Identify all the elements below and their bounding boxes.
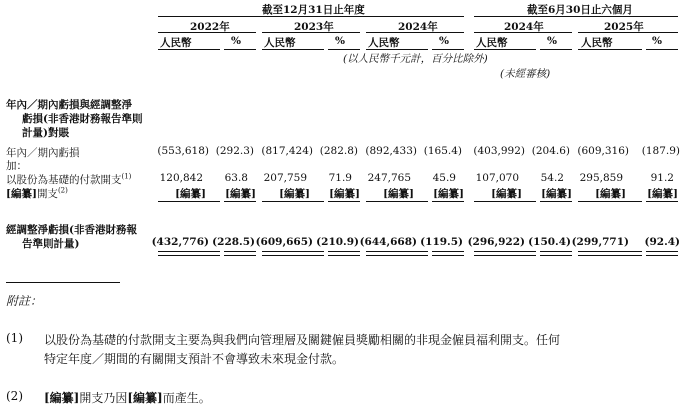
subhead-rule (578, 49, 642, 50)
currency-header: 人民幣 (160, 37, 192, 49)
table-cell: 247,765 (367, 172, 411, 184)
total-double-rule (366, 251, 428, 256)
currency-header: 人民幣 (476, 37, 508, 49)
total-label: 經調整淨虧損(非香港財務報 (6, 224, 137, 236)
table-cell: (299,771) (571, 236, 629, 248)
subhead-rule (646, 49, 678, 50)
unit-note: (以人民幣千元計，百分比除外) (343, 53, 488, 65)
total-double-rule (432, 251, 464, 256)
note-2-text: [編纂]開支乃因[編纂]而產生。 (44, 391, 211, 405)
table-cell: (644,668) (359, 236, 417, 248)
subhead-rule (158, 49, 220, 50)
table-cell: (228.5) (212, 236, 255, 248)
section-title: 計量)對賬 (22, 127, 69, 139)
table-cell: (282.8) (319, 145, 358, 157)
subhead-rule (328, 49, 360, 50)
total-double-rule (158, 251, 220, 256)
unaudited-note: (未經審核) (500, 68, 551, 80)
table-cell: (892,433) (365, 145, 417, 157)
currency-header: 人民幣 (581, 37, 613, 49)
header-group-fiscal-year: 截至12月31日止年度 (262, 4, 365, 16)
note-1-text: 以股份為基礎的付款開支主要為與我們向管理層及關鍵僱員獎勵相關的非現金僱員福利開支。任何 (44, 333, 561, 347)
year-2023: 2023年 (294, 21, 334, 33)
notes-heading: 附註： (6, 294, 43, 308)
table-cell: 54.2 (540, 172, 564, 184)
table-cell: [編纂] (175, 188, 206, 200)
note-2-number: (2) (6, 389, 23, 403)
subhead-rule (432, 49, 464, 50)
year-rule-2024-h1 (474, 32, 572, 33)
table-cell: (92.4) (644, 236, 680, 248)
subhead-rule (224, 49, 256, 50)
table-cell: (292.3) (215, 145, 254, 157)
total-double-rule (578, 251, 642, 256)
total-double-rule (540, 251, 572, 256)
table-cell: (210.9) (316, 236, 359, 248)
table-cell: (403,992) (473, 145, 525, 157)
table-cell: (609,316) (577, 145, 629, 157)
table-cell: (119.5) (420, 236, 463, 248)
year-2024: 2024年 (398, 21, 438, 33)
table-cell: [編纂] (279, 188, 310, 200)
header-group-half-year: 截至6月30日止六個月 (527, 4, 633, 16)
currency-header: 人民幣 (264, 37, 296, 49)
table-cell: [編纂] (383, 188, 414, 200)
table-cell: [編纂] (225, 188, 256, 200)
subtotal-rule (262, 201, 324, 202)
total-double-rule (474, 251, 536, 256)
percent-header: % (335, 35, 345, 47)
table-cell: 120,842 (159, 172, 203, 184)
table-cell: 91.2 (650, 172, 674, 184)
table-cell: (204.6) (531, 145, 570, 157)
table-cell: [編纂] (491, 188, 522, 200)
subtotal-rule (540, 201, 572, 202)
section-title: 年內／期內虧損與經調整淨 (6, 99, 132, 111)
footnote-separator (6, 282, 120, 283)
row-label-redacted-expense: [編纂]開支$^{(2)}$ (6, 186, 68, 200)
section-title: 虧損(非香港財務報告準則 (22, 113, 143, 125)
year-2025-h1: 2025年 (604, 21, 644, 33)
total-double-rule (328, 251, 360, 256)
note-1-text: 特定年度／期間的有關開支預計不會導致未來現金付款。 (44, 352, 345, 366)
row-label-share-based-payment: 以股份為基礎的付款開支$^{(1)}$ (6, 172, 132, 186)
table-cell: (187.9) (641, 145, 680, 157)
year-rule-2023 (262, 32, 360, 33)
subtotal-rule (646, 201, 678, 202)
subtotal-rule (328, 201, 360, 202)
table-cell: (150.4) (528, 236, 571, 248)
currency-header: 人民幣 (368, 37, 400, 49)
total-double-rule (646, 251, 678, 256)
table-cell: (432,776) (151, 236, 209, 248)
subtotal-rule (224, 201, 256, 202)
table-cell: (609,665) (255, 236, 313, 248)
subtotal-rule (366, 201, 428, 202)
table-cell: (296,922) (467, 236, 525, 248)
table-cell: (817,424) (261, 145, 313, 157)
year-rule-2025-h1 (578, 32, 678, 33)
subtotal-rule (158, 201, 220, 202)
table-cell: 63.8 (224, 172, 248, 184)
year-2022: 2022年 (190, 21, 230, 33)
subhead-rule (366, 49, 428, 50)
row-label-add: 加： (6, 160, 27, 172)
percent-header: % (547, 35, 557, 47)
percent-header: % (231, 35, 241, 47)
subtotal-rule (474, 201, 536, 202)
table-cell: 71.9 (328, 172, 352, 184)
year-2024-h1: 2024年 (504, 21, 544, 33)
table-cell: [編纂] (541, 188, 572, 200)
total-label: 告準則計量) (22, 238, 80, 250)
header-group-rule-hy (474, 16, 678, 17)
table-cell: [編纂] (595, 188, 626, 200)
total-double-rule (224, 251, 256, 256)
percent-header: % (652, 35, 662, 47)
table-cell: 107,070 (475, 172, 519, 184)
table-cell: [編纂] (647, 188, 678, 200)
percent-header: % (439, 35, 449, 47)
subhead-rule (262, 49, 324, 50)
table-cell: 295,859 (579, 172, 623, 184)
subhead-rule (474, 49, 536, 50)
note-1-number: (1) (6, 331, 23, 345)
subtotal-rule (432, 201, 464, 202)
table-cell: [編纂] (329, 188, 360, 200)
table-cell: 207,759 (263, 172, 307, 184)
subhead-rule (540, 49, 572, 50)
table-cell: 45.9 (432, 172, 456, 184)
year-rule-2024 (366, 32, 464, 33)
table-cell: (553,618) (157, 145, 209, 157)
table-cell: [編纂] (433, 188, 464, 200)
row-label-loss: 年內／期內虧損 (6, 147, 80, 159)
header-group-rule-fy (158, 16, 464, 17)
table-cell: (165.4) (423, 145, 462, 157)
total-double-rule (262, 251, 324, 256)
year-rule-2022 (158, 32, 256, 33)
subtotal-rule (578, 201, 642, 202)
